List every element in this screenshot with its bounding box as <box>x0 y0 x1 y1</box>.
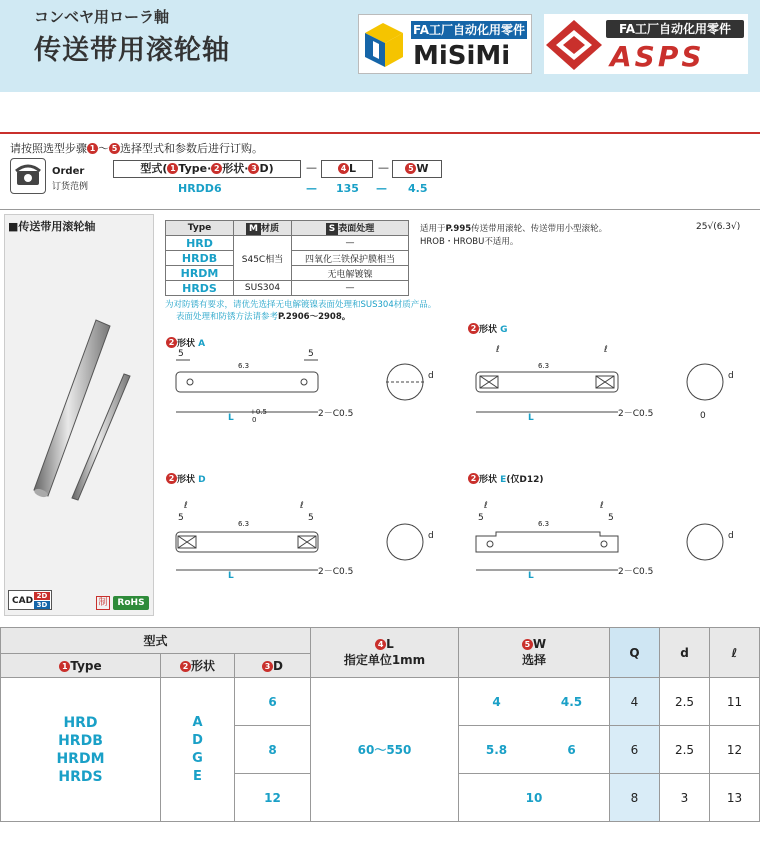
asps-diamond-icon <box>544 18 604 72</box>
svg-text:ℓ: ℓ <box>604 345 608 355</box>
section-title: ■传送带用滚轮轴 <box>8 220 96 233</box>
svg-text:ℓ: ℓ <box>600 501 604 511</box>
divider <box>0 132 760 134</box>
shape-d-label: 2 形状 D <box>166 472 206 485</box>
example-l: 135 <box>336 182 359 195</box>
shaft-product-image <box>14 310 144 510</box>
not-apply-note: HROB・HROBU不适用。 <box>420 237 519 247</box>
svg-text:2－C0.5: 2－C0.5 <box>318 567 354 577</box>
selection-table: 型式 4 L 指定单位1mm 5 W 选择 Q d ℓ 1 Type 2 形状 3 D HRD HRDB HRDM HRDS A D G E 6 60～550 4 4.5 4 2.5 11 8 5.8 6 6 2.5 12 12 10 8 3 13 <box>0 627 760 822</box>
page-title: 传送带用滚轮轴 <box>34 35 230 66</box>
spec-table: Type M 材质 S 表面处理 HRD S45C相当 — HRDB 四氧化三铁保护膜相当 HRDM 无电解镀镍 HRDS SUS304 — <box>165 220 409 296</box>
svg-text:+0.5: +0.5 <box>250 408 267 416</box>
example-w: 4.5 <box>408 182 428 195</box>
shape-e-label: 2 形状 E(仅D12) <box>468 472 544 485</box>
svg-text:d: d <box>428 371 434 381</box>
roughness-mark: 25√(6.3√) <box>696 222 741 232</box>
asps-name: ASPS <box>610 40 705 73</box>
apply-note: 适用于P.995传送带用滚轮、传送带用小型滚轮。 <box>420 224 608 234</box>
shape-a-label: 2 形状 A <box>166 336 205 349</box>
svg-text:6.3: 6.3 <box>238 520 250 528</box>
svg-text:d: d <box>428 531 434 541</box>
dash: — <box>376 182 387 195</box>
misumi-name: MiSiMi <box>413 41 511 71</box>
phone-icon <box>10 158 46 194</box>
svg-text:5: 5 <box>178 349 184 359</box>
rohs-badge: RoHS <box>113 596 149 610</box>
shape-g-label: 2 形状 G <box>468 322 508 335</box>
order-label-cn: 订货范例 <box>52 182 89 192</box>
svg-text:d: d <box>728 531 734 541</box>
svg-text:5: 5 <box>178 513 184 523</box>
order-label-en: Order <box>52 166 85 177</box>
svg-text:L: L <box>528 571 534 581</box>
svg-text:6.3: 6.3 <box>538 362 550 370</box>
svg-text:5: 5 <box>478 513 484 523</box>
misumi-cube-icon <box>363 21 405 69</box>
svg-text:5: 5 <box>308 349 314 359</box>
page-subtitle: コンベヤ用ローラ軸 <box>34 8 170 26</box>
dash: — <box>306 182 317 195</box>
model-box: 型式( 1 Type· 2 形状· 3 D) <box>113 160 301 178</box>
svg-text:d: d <box>728 371 734 381</box>
svg-text:6.3: 6.3 <box>238 362 250 370</box>
svg-text:0: 0 <box>252 416 257 424</box>
svg-text:L: L <box>528 413 534 423</box>
svg-text:ℓ: ℓ <box>484 501 488 511</box>
svg-text:5: 5 <box>608 513 614 523</box>
spec-note-2: 表面处理和防锈方法请参考P.2906～2908。 <box>176 312 351 322</box>
dash: — <box>306 161 317 174</box>
svg-text:2－C0.5: 2－C0.5 <box>318 409 354 419</box>
example-model: HRDD6 <box>178 182 222 195</box>
w-box: 5 W <box>392 160 442 178</box>
l-box: 4 L <box>321 160 373 178</box>
svg-text:L: L <box>228 413 234 423</box>
svg-text:6.3: 6.3 <box>538 520 550 528</box>
misumi-logo <box>358 14 532 74</box>
divider <box>0 209 760 210</box>
shape-drawings <box>160 330 760 620</box>
svg-text:ℓ: ℓ <box>496 345 500 355</box>
asps-logo <box>544 14 748 74</box>
made-badge: 制 <box>96 596 110 610</box>
asps-badge: FA工厂自动化用零件 <box>606 20 744 38</box>
svg-text:ℓ: ℓ <box>300 501 304 511</box>
svg-text:5: 5 <box>308 513 314 523</box>
svg-text:ℓ: ℓ <box>184 501 188 511</box>
svg-text:2－C0.5: 2－C0.5 <box>618 567 654 577</box>
order-instruction: 请按照选型步骤 1 ～ 5 选择型式和参数后进行订购。 <box>10 142 263 155</box>
spec-note-1: 为对防锈有要求，请优先选择无电解镀镍表面处理和SUS304材质产品。 <box>165 300 437 310</box>
cad-badge[interactable]: CAD 2D 3D <box>8 590 52 610</box>
svg-text:L: L <box>228 571 234 581</box>
misumi-badge: FA工厂自动化用零件 <box>412 23 526 37</box>
svg-text:2－C0.5: 2－C0.5 <box>618 409 654 419</box>
svg-text:0: 0 <box>700 411 706 421</box>
dash: — <box>378 161 389 174</box>
